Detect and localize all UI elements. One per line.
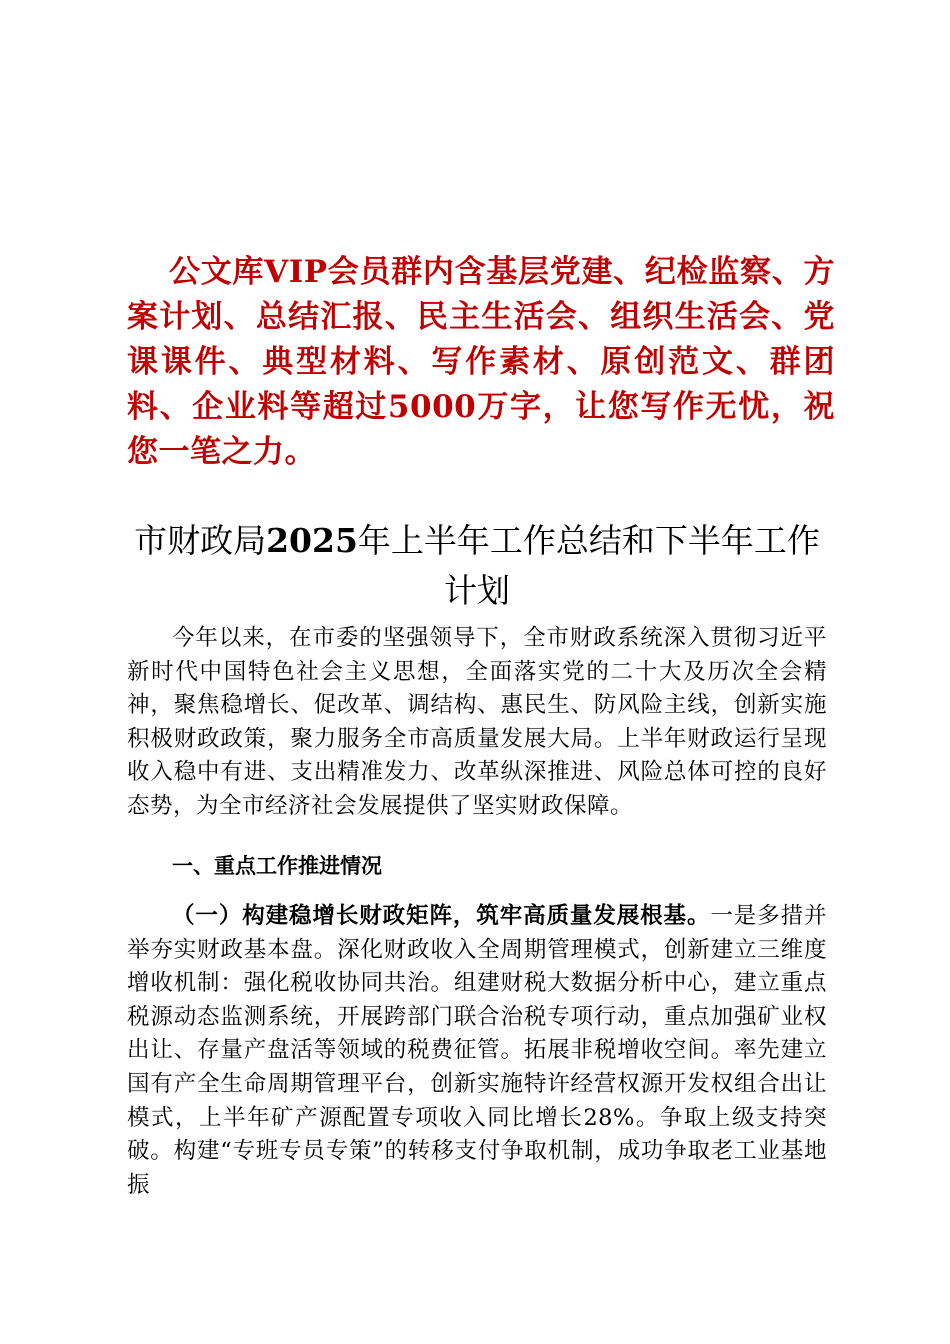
document-title bbox=[127, 516, 827, 616]
subsection-paragraph bbox=[127, 900, 827, 1202]
subsection-text: 一是多措并举夯实财政基本盘。深化财政收入全周期管理模式，创新建立三维度增收机制：强化税收协同共治。组建财税大数据分析中心，建立重点税源动态监测系统，开展跨部门联合治税专项行动，重点加强矿业权出让、存量产盘活等领域的税费征管。拓展非税增收空间。率先建立国有产全生命周期管理平台，创新实施特许经营权源开发权组合出让模式，上半年矿产源配置专项收入同比增长28%。争取上级支持突破。构建“专班专员专策”的转移支付争取机制，成功争取老工业基地振 bbox=[127, 903, 827, 1198]
promo-banner: 公文库VIP会员群内含基层党建、纪检监察、方案计划、总结汇报、民主生活会、组织生活会、党课课件、典型材料、写作素材、原创范文、群团料、企业料等超过5000万字，让您写作无忧，祝您一笔之力。 bbox=[127, 254, 835, 470]
subsection-lead: （一）构建稳增长财政矩阵，筑牢高质量发展根基。 bbox=[172, 903, 711, 929]
title-year: 2025 bbox=[266, 521, 358, 560]
section-heading: 一、重点工作推进情况 bbox=[172, 854, 382, 878]
intro-paragraph: 今年以来，在市委的坚强领导下，全市财政系统深入贯彻习近平新时代中国特色社会主义思想，全面落实党的二十大及历次全会精神，聚焦稳增长、促改革、调结构、惠民生、防风险主线，创新实施积极财政政策，聚力服务全市高质量发展大局。上半年财政运行呈现收入稳中有进、支出精准发力、改革纵深推进、风险总体可控的良好态势，为全市经济社会发展提供了坚实财政保障。 bbox=[127, 625, 827, 819]
title-suffix: 年上半年工作总结和下半年工作计划 bbox=[357, 521, 820, 610]
title-prefix: 市财政局 bbox=[134, 521, 267, 560]
